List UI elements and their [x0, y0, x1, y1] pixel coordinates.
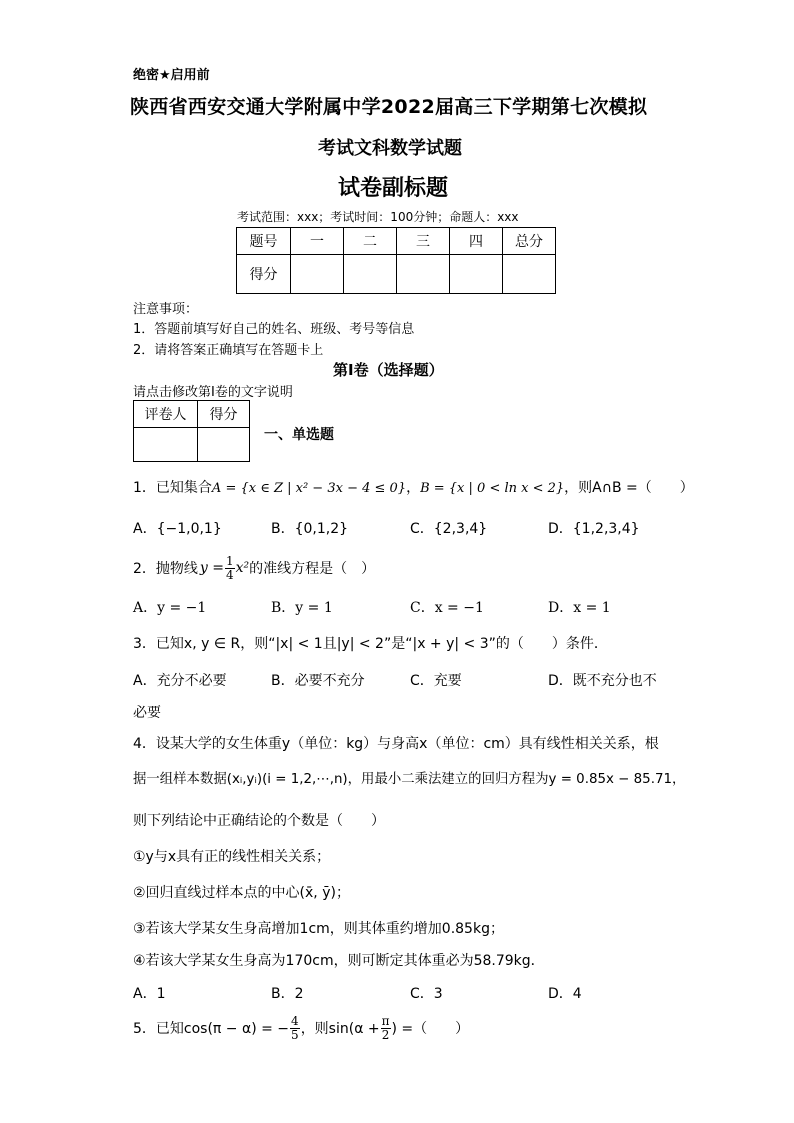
q2-eq-x: x² — [235, 560, 250, 576]
q1-option: B．{0,1,2} — [271, 521, 349, 537]
score-table-cell: 一 — [291, 228, 344, 255]
q5-tail: ) =（ ） — [391, 1021, 470, 1037]
q3-option: D．既不充分也不 — [548, 673, 657, 689]
score-table-cell: 二 — [344, 228, 397, 255]
question-5 — [133, 1010, 469, 1046]
title-line2: 考试文科数学试题 — [318, 138, 462, 159]
score-table — [236, 227, 556, 294]
q1-tail: ，则A∩B =（ ） — [564, 480, 694, 496]
question-4-line3: 则下列结论中正确结论的个数是（ ） — [133, 813, 385, 829]
q4-statement: ①y与x具有正的线性相关关系； — [133, 849, 331, 865]
notes-item: 1．答题前填写好自己的姓名、班级、考号等信息 — [133, 322, 415, 337]
q4-statement: ④若该大学某女生身高为170cm，则可断定其体重必为58.79kg． — [133, 953, 545, 969]
q5-fraction: $\frac{4}{5}$ — [291, 1013, 299, 1042]
q2-prefix: 2．抛物线 — [133, 561, 198, 577]
question-3: 3．已知x, y ∈ R，则“|x| < 1且|y| < 2”是“|x + y| < 3”的（ ）条件． — [133, 636, 608, 652]
section-title: 一、单选题 — [264, 427, 334, 443]
q1-option: A．{−1,0,1} — [133, 521, 222, 537]
notes-item: 2．请将答案正确填写在答题卡上 — [133, 343, 324, 358]
score-blank — [450, 255, 503, 294]
grader-table — [133, 400, 250, 462]
q5-mid: ，则sin(α + — [300, 1021, 380, 1037]
q2-fraction: $\frac{1}{4}$ — [226, 553, 234, 582]
q2-eq-y: y = — [199, 560, 225, 576]
grader-header: 得分 — [198, 401, 250, 428]
q1-set-b: B = {x | 0 < ln x < 2} — [420, 481, 565, 496]
score-blank — [397, 255, 450, 294]
score-table-cell: 四 — [450, 228, 503, 255]
question-4-line2: 据一组样本数据(xᵢ,yᵢ)(i = 1,2,⋯,n)，用最小二乘法建立的回归方程为y = 0.85x − 85.71， — [133, 772, 686, 787]
q1-prefix: 1．已知集合 — [133, 480, 212, 496]
question-2 — [133, 551, 375, 585]
score-blank — [344, 255, 397, 294]
score-blank — [291, 255, 344, 294]
q4-option: C．3 — [410, 986, 443, 1002]
q2-option: C．x = −1 — [410, 600, 484, 616]
q2-option: D．x = 1 — [548, 600, 611, 616]
score-blank — [503, 255, 556, 294]
q1-option: C．{2,3,4} — [410, 521, 488, 537]
grader-blank — [134, 428, 198, 462]
volume-desc: 请点击修改第I卷的文字说明 — [133, 385, 293, 400]
q4-option: A．1 — [133, 986, 166, 1002]
title-line1: 陕西省西安交通大学附属中学2022届高三下学期第七次模拟 — [130, 96, 648, 118]
score-table-cell: 题号 — [237, 228, 291, 255]
subtitle: 试卷副标题 — [338, 176, 449, 201]
q5-fraction-2: $\frac{\pi}{2}$ — [381, 1013, 390, 1042]
q2-option: A．y = −1 — [133, 600, 207, 616]
q3-option: B．必要不充分 — [271, 673, 365, 689]
q1-set-a: A = {x ∈ Z | x² − 3x − 4 ≤ 0} — [211, 481, 407, 496]
q3-option: C．充要 — [410, 673, 462, 689]
volume-title: 第I卷（选择题） — [333, 361, 444, 379]
secret-label: 绝密★启用前 — [133, 68, 210, 83]
q4-option: B．2 — [271, 986, 304, 1002]
q3-option: A．充分不必要 — [133, 673, 227, 689]
q4-statement: ②回归直线过样本点的中心(x̄, ȳ)； — [133, 885, 350, 901]
q4-statement: ③若该大学某女生身高增加1cm，则其体重约增加0.85kg； — [133, 921, 504, 937]
q2-tail: 的准线方程是（ ） — [249, 561, 376, 577]
score-table-cell: 三 — [397, 228, 450, 255]
q2-option: B．y = 1 — [271, 600, 333, 616]
grader-header: 评卷人 — [134, 401, 198, 428]
q5-prefix: 5．已知cos(π − α) = − — [133, 1021, 290, 1037]
question-1: 1．已知集合A = {x ∈ Z | x² − 3x − 4 ≤ 0}，B = {x | 0 < ln x < 2}，则A∩B =（ ） — [133, 480, 694, 496]
score-table-cell: 总分 — [503, 228, 556, 255]
grader-blank — [198, 428, 250, 462]
notes-heading: 注意事项： — [133, 302, 199, 317]
q3-option-wrap: 必要 — [133, 705, 161, 721]
exam-info: 考试范围：xxx；考试时间：100分钟；命题人：xxx — [237, 210, 519, 224]
question-4-line1: 4．设某大学的女生体重y（单位：kg）与身高x（单位：cm）具有线性相关关系，根 — [133, 736, 659, 752]
q4-option: D．4 — [548, 986, 582, 1002]
q1-option: D．{1,2,3,4} — [548, 521, 640, 537]
score-table-cell: 得分 — [237, 255, 291, 294]
